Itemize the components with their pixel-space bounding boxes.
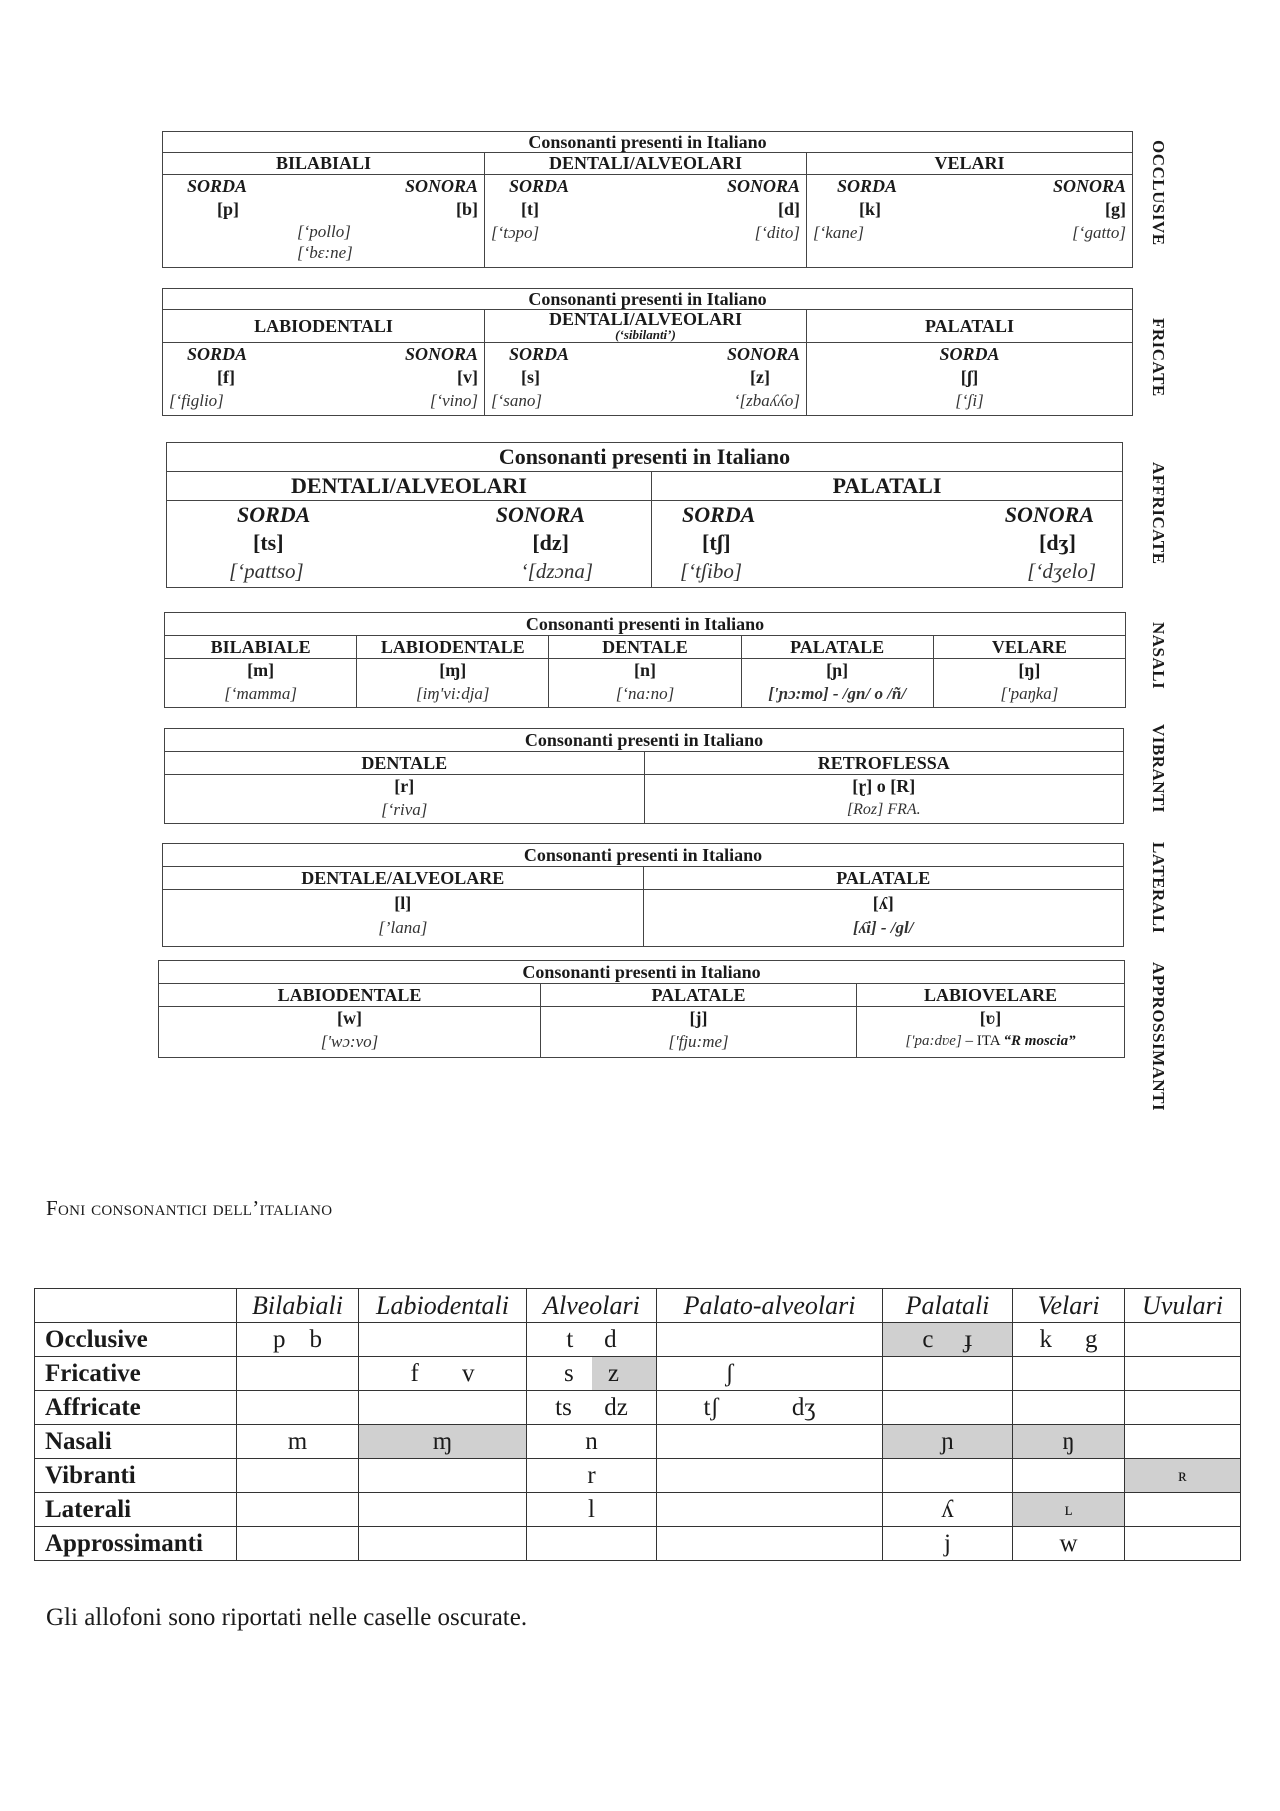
allophone-cell: ʀ (1125, 1459, 1241, 1493)
column-header: Palatali (883, 1289, 1013, 1323)
vibranti-table (164, 728, 1124, 824)
header-row (35, 1289, 1241, 1323)
column-header: Alveolari (527, 1289, 657, 1323)
laterali-table (162, 843, 1124, 947)
occlusive-table (162, 131, 1132, 268)
table-row (35, 1357, 1241, 1391)
column-header: Labiodentali (359, 1289, 527, 1323)
row-header: Nasali (35, 1425, 237, 1459)
group-header: PALATALI (807, 310, 1133, 343)
cell (657, 1527, 883, 1561)
col-header: PALATALE (541, 984, 857, 1007)
row-header: Approssimanti (35, 1527, 237, 1561)
table-row (35, 1323, 1241, 1357)
approssimanti-table (158, 960, 1124, 1058)
cell (359, 1459, 527, 1493)
group-header: VELARI (807, 153, 1133, 175)
cell: k g (1013, 1323, 1125, 1357)
cell (1013, 1391, 1125, 1425)
lateral-cell: [l] [’lana] (163, 890, 644, 947)
cell (1125, 1323, 1241, 1357)
velar-cell: SORDA SONORA [k] [g] [‘kane] [‘gatto] (807, 175, 1133, 268)
col-header: DENTALE (549, 636, 741, 659)
allophone-cell: ɲ (883, 1425, 1013, 1459)
col-header: LABIOVELARE (857, 984, 1125, 1007)
cell (883, 1357, 1013, 1391)
cell (1125, 1391, 1241, 1425)
col-header: VELARE (933, 636, 1125, 659)
row-header: Vibranti (35, 1459, 237, 1493)
side-label-approssimanti: APPROSSIMANTI (1149, 962, 1168, 1112)
row-header: Occlusive (35, 1323, 237, 1357)
group-header: LABIODENTALI (163, 310, 485, 343)
cell (657, 1493, 883, 1527)
cell (359, 1527, 527, 1561)
side-label-occlusive: OCCLUSIVE (1149, 140, 1168, 246)
cell (237, 1357, 359, 1391)
allophone-cell: ŋ (1013, 1425, 1125, 1459)
lateral-cell: [ʎ] [ʎi] - /gl/ (643, 890, 1124, 947)
column-header: Bilabiali (237, 1289, 359, 1323)
nasal-cell: [n] [‘na:no] (549, 659, 741, 708)
cell: tʃ dʒ (657, 1391, 883, 1425)
vibrant-cell: [r] [‘riva] (165, 775, 645, 824)
col-header: RETROFLESSA (644, 752, 1124, 775)
corner-cell (35, 1289, 237, 1323)
cell: f v (359, 1357, 527, 1391)
table-heading: Consonanti presenti in Italiano (167, 443, 1123, 472)
cell (1125, 1425, 1241, 1459)
col-header: DENTALE (165, 752, 645, 775)
nasal-cell: [ɲ] ['ɲɔ:mo] - /gn/ o /ñ/ (741, 659, 933, 708)
nasal-cell: [ŋ] ['paŋka] (933, 659, 1125, 708)
approximant-cell: [j] ['fju:me] (541, 1007, 857, 1058)
table-heading: Consonanti presenti in Italiano (165, 729, 1124, 752)
table-heading: Consonanti presenti in Italiano (163, 132, 1133, 153)
sibilanti-note: (‘sibilanti’) (615, 327, 676, 342)
col-header: PALATALE (643, 867, 1124, 890)
table-heading: Consonanti presenti in Italiano (165, 613, 1126, 636)
allophone-cell: s z (527, 1357, 657, 1391)
affricate-table (166, 442, 1122, 588)
group-header: PALATALI (652, 472, 1123, 501)
nasali-table (164, 612, 1126, 708)
cell: ʃ (657, 1357, 883, 1391)
cell: r (527, 1459, 657, 1493)
cell (1013, 1357, 1125, 1391)
dental-cell: SORDA SONORA [ts] [dz] [‘pattso] ‘[dzɔna] (167, 501, 652, 588)
cell (237, 1459, 359, 1493)
table-row (35, 1391, 1241, 1425)
cell: ʎ (883, 1493, 1013, 1527)
column-header: Uvulari (1125, 1289, 1241, 1323)
row-header: Fricative (35, 1357, 237, 1391)
side-label-laterali: LATERALI (1149, 842, 1168, 934)
cell (237, 1493, 359, 1527)
column-header: Palato-alveolari (657, 1289, 883, 1323)
approximant-cell: [w] ['wɔ:vo] (159, 1007, 541, 1058)
table-row (35, 1425, 1241, 1459)
table-heading: Consonanti presenti in Italiano (159, 961, 1125, 984)
side-label-nasali: NASALI (1149, 622, 1168, 690)
section-title: Foni consonantici dell’italiano (46, 1196, 333, 1220)
cell: m (237, 1425, 359, 1459)
side-label-affricate: AFFRICATE (1149, 462, 1168, 565)
cell (527, 1527, 657, 1561)
allophone-cell: ɱ (359, 1425, 527, 1459)
cell: w (1013, 1527, 1125, 1561)
table-row (35, 1527, 1241, 1561)
col-header: LABIODENTALE (159, 984, 541, 1007)
labiodental-cell: SORDA SONORA [f] [v] [‘figlio] [‘vino] (163, 343, 485, 416)
allophone-note: Gli allofoni sono riportati nelle caselle oscurate. (46, 1604, 528, 1631)
allophone-cell: c ɟ (883, 1323, 1013, 1357)
table-row (35, 1459, 1241, 1493)
cell (359, 1323, 527, 1357)
table-row (35, 1493, 1241, 1527)
cell (883, 1459, 1013, 1493)
group-header: DENTALI/ALVEOLARI (485, 153, 807, 175)
side-label-fricate: FRICATE (1149, 318, 1168, 397)
cell (359, 1391, 527, 1425)
cell: n (527, 1425, 657, 1459)
dental-cell: SORDA SONORA [s] [z] [‘sano] ‘[zbaʎʎo] (485, 343, 807, 416)
cell: j (883, 1527, 1013, 1561)
column-header: Velari (1013, 1289, 1125, 1323)
cell (657, 1323, 883, 1357)
cell (657, 1425, 883, 1459)
cell (1013, 1459, 1125, 1493)
row-header: Laterali (35, 1493, 237, 1527)
cell: l (527, 1493, 657, 1527)
side-label-vibranti: VIBRANTI (1149, 724, 1168, 814)
col-header: LABIODENTALE (357, 636, 549, 659)
fricate-table (162, 288, 1132, 416)
consonant-summary-table (34, 1288, 1240, 1561)
col-header: DENTALE/ALVEOLARE (163, 867, 644, 890)
cell (883, 1391, 1013, 1425)
cell (359, 1493, 527, 1527)
cell: p b (237, 1323, 359, 1357)
palatal-cell: SORDA SONORA [tʃ] [dʒ] [‘tʃibo] [‘dʒelo] (652, 501, 1123, 588)
cell: t d (527, 1323, 657, 1357)
cell (657, 1459, 883, 1493)
table-heading: Consonanti presenti in Italiano (163, 289, 1133, 310)
bilabial-cell: SORDA SONORA [p] [b] [‘pollo] [‘bɛ:ne] (163, 175, 485, 268)
row-header: Affricate (35, 1391, 237, 1425)
nasal-cell: [m] [‘mamma] (165, 659, 357, 708)
group-header: BILABIALI (163, 153, 485, 175)
nasal-cell: [ɱ] [iɱ'vi:dja] (357, 659, 549, 708)
cell (1125, 1527, 1241, 1561)
dental-cell: SORDA SONORA [t] [d] [‘tɔpo] [‘dito] (485, 175, 807, 268)
col-header: BILABIALE (165, 636, 357, 659)
allophone-cell: ʟ (1013, 1493, 1125, 1527)
approximant-cell: [ʋ] ['pa:dʋe] – ITA “R moscia” (857, 1007, 1125, 1058)
cell (1125, 1493, 1241, 1527)
vibrant-cell: [ɽ] o [R] [Roz] FRA. (644, 775, 1124, 824)
cell (1125, 1357, 1241, 1391)
cell (237, 1391, 359, 1425)
group-header: DENTALI/ALVEOLARI (‘sibilanti’) (485, 310, 807, 343)
group-header: DENTALI/ALVEOLARI (167, 472, 652, 501)
col-header: PALATALE (741, 636, 933, 659)
cell (237, 1527, 359, 1561)
table-heading: Consonanti presenti in Italiano (163, 844, 1124, 867)
cell: ts dz (527, 1391, 657, 1425)
palatal-cell: SORDA [ʃ] [‘ʃi] (807, 343, 1133, 416)
